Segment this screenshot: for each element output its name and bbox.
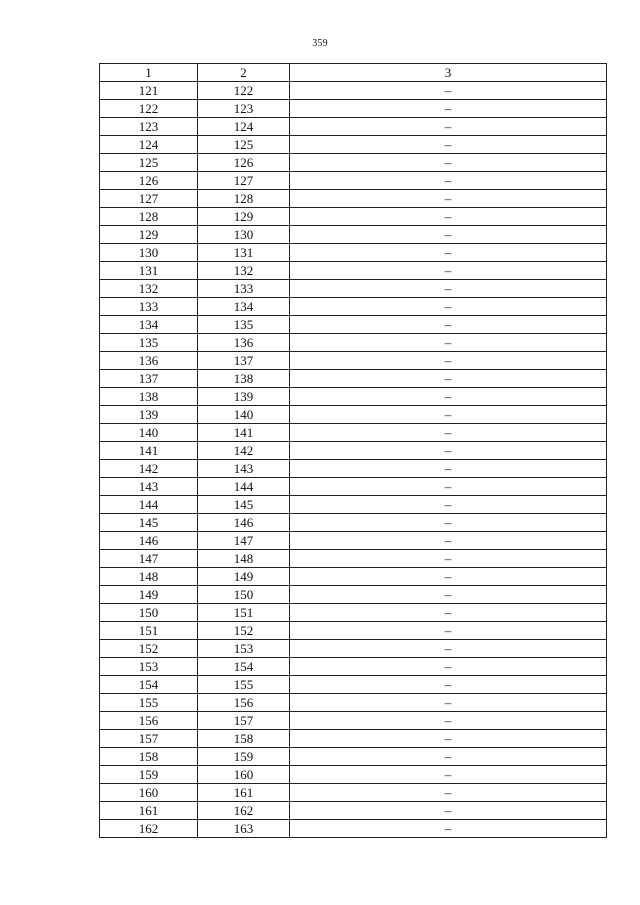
header-cell-2: 2 <box>198 64 290 82</box>
table-cell-col-2: 148 <box>198 550 290 568</box>
table-cell-col-3: – <box>290 154 607 172</box>
page-number: 359 <box>312 38 328 49</box>
table-cell-col-2: 159 <box>198 748 290 766</box>
table-row <box>100 370 607 388</box>
table-row <box>100 694 607 712</box>
table-cell-col-2: 141 <box>198 424 290 442</box>
table-cell-col-2: 137 <box>198 352 290 370</box>
table-cell-col-1: 150 <box>100 604 198 622</box>
table-row <box>100 100 607 118</box>
table-cell-col-3: – <box>290 730 607 748</box>
table-cell-col-2: 136 <box>198 334 290 352</box>
table-cell-col-3: – <box>290 82 607 100</box>
table-cell-col-2: 123 <box>198 100 290 118</box>
table-cell-col-1: 142 <box>100 460 198 478</box>
header-cell-1: 1 <box>100 64 198 82</box>
table-cell-col-3: – <box>290 316 607 334</box>
table-row <box>100 442 607 460</box>
table-cell-col-3: – <box>290 712 607 730</box>
table-row <box>100 406 607 424</box>
table-cell-col-3: – <box>290 136 607 154</box>
table-cell-col-2: 154 <box>198 658 290 676</box>
table-cell-col-2: 163 <box>198 820 290 838</box>
table-cell-col-2: 140 <box>198 406 290 424</box>
table-cell-col-1: 154 <box>100 676 198 694</box>
table-cell-col-3: – <box>290 802 607 820</box>
table-cell-col-3: – <box>290 604 607 622</box>
table-cell-col-2: 150 <box>198 586 290 604</box>
table-cell-col-2: 131 <box>198 244 290 262</box>
table-cell-col-1: 151 <box>100 622 198 640</box>
table-cell-col-1: 141 <box>100 442 198 460</box>
table-row <box>100 424 607 442</box>
table-cell-col-1: 144 <box>100 496 198 514</box>
table-row <box>100 118 607 136</box>
table-cell-col-1: 147 <box>100 550 198 568</box>
table-cell-col-1: 162 <box>100 820 198 838</box>
table-cell-col-1: 122 <box>100 100 198 118</box>
table-cell-col-2: 132 <box>198 262 290 280</box>
table-cell-col-2: 122 <box>198 82 290 100</box>
table-cell-col-3: – <box>290 658 607 676</box>
table-cell-col-2: 125 <box>198 136 290 154</box>
table-cell-col-2: 157 <box>198 712 290 730</box>
table-cell-col-1: 139 <box>100 406 198 424</box>
table-cell-col-1: 133 <box>100 298 198 316</box>
table-cell-col-1: 129 <box>100 226 198 244</box>
table-cell-col-1: 160 <box>100 784 198 802</box>
table-row <box>100 316 607 334</box>
table-row <box>100 478 607 496</box>
table-row <box>100 532 607 550</box>
table-row <box>100 280 607 298</box>
table-row <box>100 604 607 622</box>
header-row <box>100 64 607 82</box>
table-row <box>100 190 607 208</box>
table-cell-col-2: 142 <box>198 442 290 460</box>
table-cell-col-2: 155 <box>198 676 290 694</box>
table-cell-col-2: 161 <box>198 784 290 802</box>
table-cell-col-3: – <box>290 280 607 298</box>
table-cell-col-2: 124 <box>198 118 290 136</box>
header-cell-3: 3 <box>290 64 607 82</box>
table-row <box>100 460 607 478</box>
table-row <box>100 514 607 532</box>
table-row <box>100 262 607 280</box>
table-cell-col-2: 145 <box>198 496 290 514</box>
table-cell-col-3: – <box>290 190 607 208</box>
table-cell-col-1: 152 <box>100 640 198 658</box>
table-cell-col-2: 153 <box>198 640 290 658</box>
table-row <box>100 586 607 604</box>
table-cell-col-3: – <box>290 478 607 496</box>
table-cell-col-2: 147 <box>198 532 290 550</box>
table-cell-col-3: – <box>290 514 607 532</box>
table-cell-col-3: – <box>290 118 607 136</box>
table-cell-col-1: 146 <box>100 532 198 550</box>
table-cell-col-3: – <box>290 442 607 460</box>
table-cell-col-3: – <box>290 226 607 244</box>
table-cell-col-1: 138 <box>100 388 198 406</box>
table-cell-col-1: 149 <box>100 586 198 604</box>
table-cell-col-1: 155 <box>100 694 198 712</box>
table-header <box>100 64 607 82</box>
table-row <box>100 496 607 514</box>
table-cell-col-2: 130 <box>198 226 290 244</box>
table-row <box>100 622 607 640</box>
table-cell-col-3: – <box>290 100 607 118</box>
table-cell-col-2: 151 <box>198 604 290 622</box>
table-row <box>100 658 607 676</box>
table-row <box>100 802 607 820</box>
table-row <box>100 136 607 154</box>
table-cell-col-1: 127 <box>100 190 198 208</box>
table-cell-col-2: 152 <box>198 622 290 640</box>
table-cell-col-3: – <box>290 694 607 712</box>
table-row <box>100 298 607 316</box>
table-row <box>100 226 607 244</box>
table-cell-col-1: 140 <box>100 424 198 442</box>
table-cell-col-3: – <box>290 352 607 370</box>
table-cell-col-3: – <box>290 424 607 442</box>
table-row <box>100 766 607 784</box>
table-cell-col-3: – <box>290 334 607 352</box>
table-cell-col-2: 139 <box>198 388 290 406</box>
table-cell-col-1: 126 <box>100 172 198 190</box>
table-cell-col-1: 157 <box>100 730 198 748</box>
table-cell-col-2: 158 <box>198 730 290 748</box>
table-cell-col-1: 153 <box>100 658 198 676</box>
table-cell-col-3: – <box>290 460 607 478</box>
table-row <box>100 172 607 190</box>
table-cell-col-3: – <box>290 262 607 280</box>
table-cell-col-1: 124 <box>100 136 198 154</box>
table-cell-col-3: – <box>290 550 607 568</box>
table-row <box>100 208 607 226</box>
table-cell-col-3: – <box>290 532 607 550</box>
table-body <box>100 82 607 838</box>
table-cell-col-3: – <box>290 298 607 316</box>
table-cell-col-1: 128 <box>100 208 198 226</box>
table-cell-col-2: 149 <box>198 568 290 586</box>
table-cell-col-2: 129 <box>198 208 290 226</box>
table-cell-col-3: – <box>290 208 607 226</box>
table-cell-col-2: 134 <box>198 298 290 316</box>
table-cell-col-2: 162 <box>198 802 290 820</box>
table-cell-col-1: 145 <box>100 514 198 532</box>
table-cell-col-2: 138 <box>198 370 290 388</box>
table-cell-col-3: – <box>290 388 607 406</box>
table-cell-col-2: 133 <box>198 280 290 298</box>
table-cell-col-1: 132 <box>100 280 198 298</box>
table-cell-col-2: 160 <box>198 766 290 784</box>
table-row <box>100 388 607 406</box>
table-row <box>100 154 607 172</box>
table-cell-col-1: 158 <box>100 748 198 766</box>
table-cell-col-3: – <box>290 568 607 586</box>
table-row <box>100 712 607 730</box>
table-row <box>100 568 607 586</box>
table-row <box>100 748 607 766</box>
table-row <box>100 550 607 568</box>
table-cell-col-1: 134 <box>100 316 198 334</box>
table-cell-col-1: 123 <box>100 118 198 136</box>
table-row <box>100 820 607 838</box>
table-cell-col-2: 146 <box>198 514 290 532</box>
table-cell-col-2: 128 <box>198 190 290 208</box>
table-cell-col-2: 143 <box>198 460 290 478</box>
table-cell-col-3: – <box>290 676 607 694</box>
table-cell-col-2: 156 <box>198 694 290 712</box>
table-cell-col-2: 127 <box>198 172 290 190</box>
table-cell-col-3: – <box>290 370 607 388</box>
table-cell-col-3: – <box>290 622 607 640</box>
table-cell-col-3: – <box>290 172 607 190</box>
table-cell-col-1: 125 <box>100 154 198 172</box>
data-table <box>99 63 607 838</box>
table-cell-col-1: 121 <box>100 82 198 100</box>
table-row <box>100 334 607 352</box>
table-cell-col-3: – <box>290 748 607 766</box>
table-cell-col-3: – <box>290 784 607 802</box>
table-row <box>100 352 607 370</box>
table-cell-col-3: – <box>290 244 607 262</box>
table-cell-col-3: – <box>290 586 607 604</box>
table-cell-col-1: 131 <box>100 262 198 280</box>
table-cell-col-1: 130 <box>100 244 198 262</box>
table-row <box>100 640 607 658</box>
table-cell-col-3: – <box>290 820 607 838</box>
table-row <box>100 82 607 100</box>
table-cell-col-1: 159 <box>100 766 198 784</box>
table-cell-col-2: 126 <box>198 154 290 172</box>
table-row <box>100 244 607 262</box>
table-cell-col-3: – <box>290 406 607 424</box>
table-cell-col-1: 148 <box>100 568 198 586</box>
table-cell-col-3: – <box>290 766 607 784</box>
table-cell-col-3: – <box>290 496 607 514</box>
table-cell-col-1: 136 <box>100 352 198 370</box>
table-cell-col-2: 144 <box>198 478 290 496</box>
table-row <box>100 676 607 694</box>
table-cell-col-1: 135 <box>100 334 198 352</box>
table-cell-col-1: 143 <box>100 478 198 496</box>
table-cell-col-3: – <box>290 640 607 658</box>
table-row <box>100 730 607 748</box>
table-cell-col-2: 135 <box>198 316 290 334</box>
table-cell-col-1: 161 <box>100 802 198 820</box>
table-cell-col-1: 137 <box>100 370 198 388</box>
table-cell-col-1: 156 <box>100 712 198 730</box>
table-row <box>100 784 607 802</box>
